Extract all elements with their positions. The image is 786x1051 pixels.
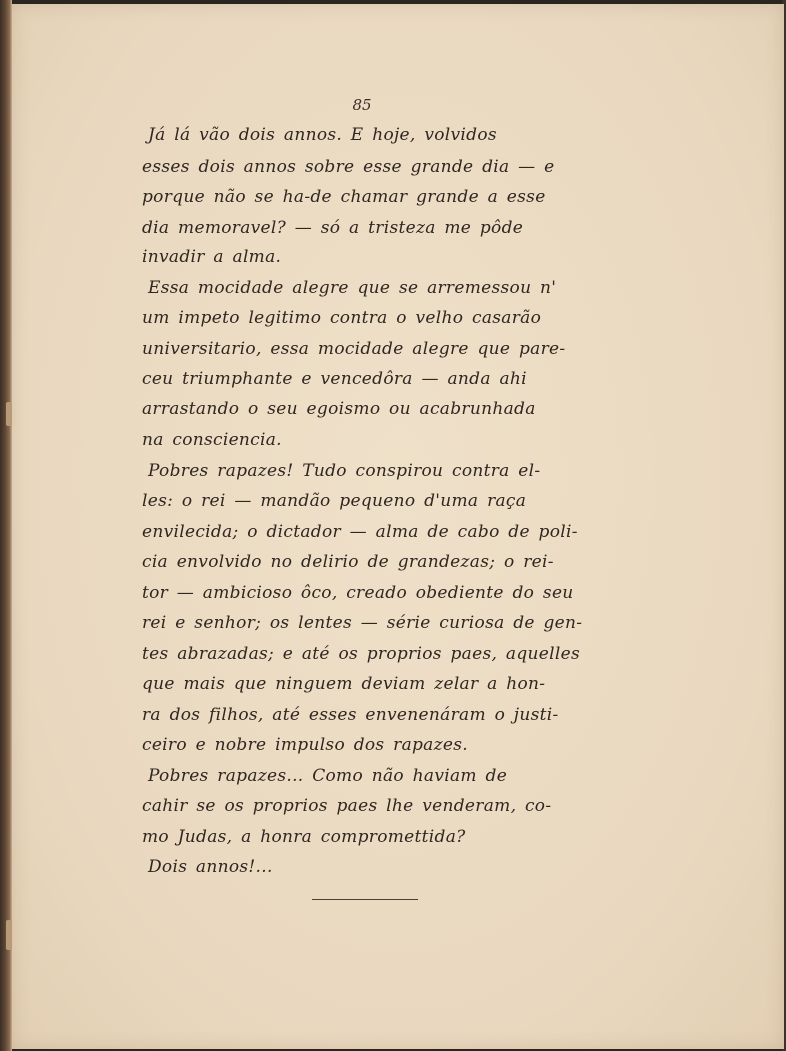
text-line: cahir se os proprios paes lhe venderam, co- [142, 796, 552, 816]
text-line: invadir a alma. [142, 247, 282, 267]
text-line: esses dois annos sobre esse grande dia — e [142, 157, 555, 177]
text-line: um impeto legitimo contra o velho casarão [142, 308, 542, 328]
text-line: ceiro e nobre impulso dos rapazes. [142, 735, 468, 755]
closing-rule [312, 899, 418, 900]
text-line: tor — ambicioso ôco, creado obediente do seu [142, 583, 574, 603]
text-line: que mais que ninguem deviam zelar a hon- [142, 674, 546, 694]
text-line: ra dos filhos, até esses envenenáram o justi- [142, 705, 559, 725]
text-line: dia memoravel? — só a tristeza me pôde [142, 218, 524, 238]
text-line: cia envolvido no delirio de grandezas; o rei- [142, 552, 554, 572]
page-number: 85 [352, 96, 372, 114]
text-line: na consciencia. [142, 430, 282, 450]
text-line: Pobres rapazes! Tudo conspirou contra el- [148, 461, 541, 481]
text-line: envilecida; o dictador — alma de cabo de poli- [142, 522, 578, 542]
text-line: tes abrazadas; e até os proprios paes, aquelles [142, 644, 580, 664]
book-binding-edge [0, 0, 12, 1051]
text-line: arrastando o seu egoismo ou acabrunhada [142, 399, 536, 419]
manuscript-page [12, 4, 784, 1049]
text-line: universitario, essa mocidade alegre que pare- [142, 339, 566, 359]
text-line: Dois annos!... [148, 857, 273, 877]
text-line: Essa mocidade alegre que se arremessou n' [148, 278, 557, 298]
text-line: mo Judas, a honra compromettida? [142, 827, 466, 847]
text-line: Já lá vão dois annos. E hoje, volvidos [148, 125, 497, 145]
text-line: ceu triumphante e vencedôra — anda ahi [142, 369, 527, 389]
text-line: les: o rei — mandão pequeno d'uma raça [142, 491, 527, 511]
text-line: porque não se ha-de chamar grande a esse [142, 187, 546, 207]
text-line: Pobres rapazes... Como não haviam de [148, 766, 508, 786]
text-line: rei e senhor; os lentes — série curiosa de gen- [142, 613, 583, 633]
